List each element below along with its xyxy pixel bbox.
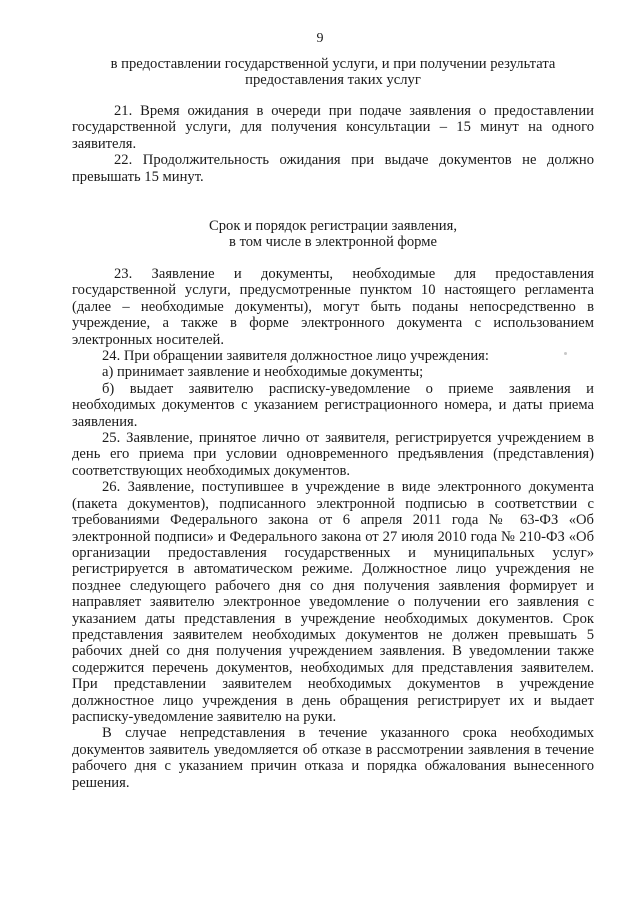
section-heading-line-1: Срок и порядок регистрации заявления, bbox=[209, 218, 457, 234]
paragraph-21: 21. Время ожидания в очереди при подаче заявления о предоставлении государственной услуги, для получения консультации – 15 минут на одного заявителя. bbox=[72, 103, 594, 152]
paragraph-24a: а) принимает заявление и необходимые документы; bbox=[102, 364, 424, 381]
intro-heading-line-1: в предоставлении государственной услуги, и при получении результата bbox=[110, 56, 556, 72]
paragraph-final: В случае непредставления в течение указанного срока необходимых документов заявитель уведомляется об отказе в рассмотрении заявления в течение рабочего дня с указанием причин отказа и порядка обжалования вынесенного решения. bbox=[72, 725, 594, 791]
scan-speck bbox=[564, 352, 567, 355]
registration-paragraphs bbox=[72, 266, 594, 791]
page-number: 9 bbox=[316, 31, 324, 46]
paragraph-25: 25. Заявление, принятое лично от заявителя, регистрируется учреждением в день его приема при условии одновременного предъявления (представления) соответствующих необходимых документов. bbox=[72, 430, 594, 479]
section-heading-line-2: в том числе в электронной форме bbox=[229, 234, 437, 251]
intro-heading-line-2: предоставления таких услуг bbox=[245, 72, 421, 89]
time-paragraphs bbox=[72, 103, 594, 185]
section-heading bbox=[72, 218, 594, 251]
paragraph-23: 23. Заявление и документы, необходимые для предоставления государственной услуги, предусмотренные пунктом 10 настоящего регламента (далее – необходимые документы), могут быть поданы непосредственно в учреждение, а также в форме электронного документа с использованием электронных носителей. bbox=[72, 266, 594, 348]
paragraph-26: 26. Заявление, поступившее в учреждение в виде электронного документа (пакета документов), подписанного электронной подписью в соответствии с требованиями Федерального закона от 6 апреля 2011 года № 63-ФЗ «Об электронной подписи» и Федерального закона от 27 июля 2010 года № 210-ФЗ «Об организации предоставления государственных и муниципальных услуг» регистрируется в автоматическом режиме. Должностное лицо учреждения не позднее следующего рабочего дня со дня получения заявления формирует и направляет заявителю электронное уведомление о получении его заявления с указанием даты представления в учреждение необходимых документов. Срок представления заявителем необходимых документов не должен превышать 5 рабочих дней со дня получения учреждением заявления. В уведомлении также содержится перечень документов, необходимых для представления заявителем. При представлении заявителем необходимых документов в учреждение должностное лицо учреждения в день обращения регистрирует их и выдает расписку-уведомление заявителю на руки. bbox=[72, 479, 594, 725]
paragraph-24: 24. При обращении заявителя должностное лицо учреждения: bbox=[102, 348, 489, 365]
paragraph-24b: б) выдает заявителю расписку-уведомление о приеме заявления и необходимых документов с указанием регистрационного номера, и даты приема заявления. bbox=[72, 380, 594, 430]
paragraph-22: 22. Продолжительность ожидания при выдаче документов не должно превышать 15 минут. bbox=[72, 152, 594, 185]
intro-heading bbox=[72, 56, 594, 89]
